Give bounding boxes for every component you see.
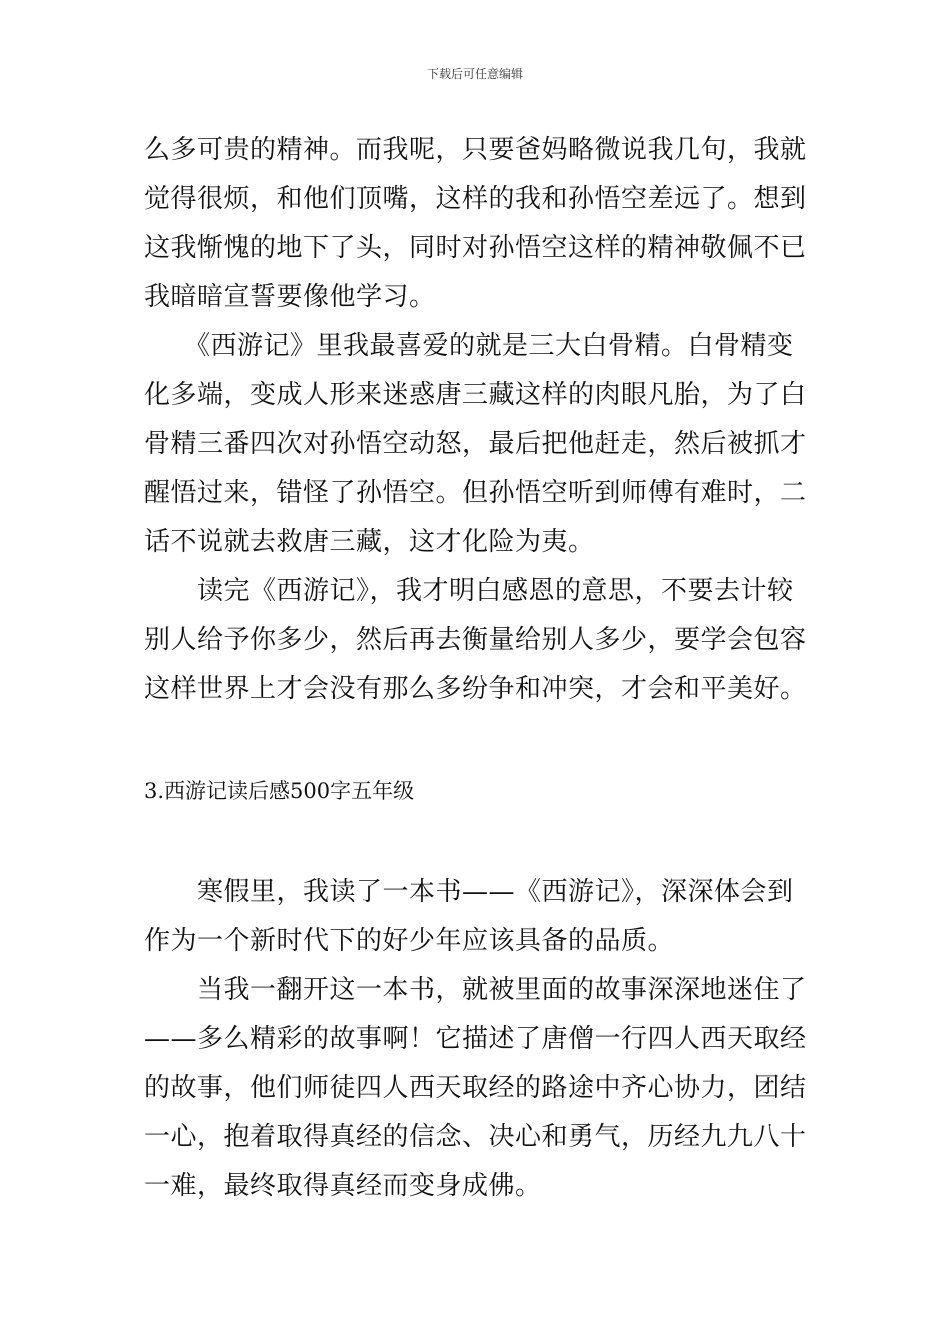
text-line: 骨精三番四次对孙悟空动怒，最后把他赶走，然后被抓才: [144, 429, 807, 459]
document-body: [144, 126, 808, 1211]
text-line: 话不说就去救唐三藏，这才化险为夷。: [144, 527, 595, 557]
text-line: 别人给予你多少，然后再去衡量给别人多少，要学会包容: [144, 625, 807, 655]
text-line: 这样世界上才会没有那么多纷争和冲突，才会和平美好。: [144, 674, 807, 704]
text-line: 觉得很烦，和他们顶嘴，这样的我和孙悟空差远了。想到: [144, 184, 807, 214]
paragraph: [144, 966, 808, 1211]
section-heading: 3.西游记读后感500字五年级: [144, 779, 415, 803]
paragraph: [144, 567, 808, 714]
text-line: 当我一翻开这一本书，就被里面的故事深深地迷住了: [144, 975, 807, 1005]
paragraph: [144, 868, 808, 966]
text-line: 读完《西游记》，我才明白感恩的意思，不要去计较: [144, 576, 794, 606]
text-line: 《西游记》里我最喜爱的就是三大白骨精。白骨精变: [144, 331, 794, 361]
text-line: 这我惭愧的地下了头，同时对孙悟空这样的精神敬佩不已: [144, 233, 807, 263]
text-line: 寒假里，我读了一本书——《西游记》，深深体会到: [144, 877, 794, 907]
text-line: 的故事，他们师徒四人西天取经的路途中齐心协力，团结: [144, 1073, 807, 1103]
text-line: 作为一个新时代下的好少年应该具备的品质。: [144, 926, 675, 956]
text-line: 醒悟过来，错怪了孙悟空。但孙悟空听到师傅有难时，二: [144, 478, 807, 508]
text-line: 么多可贵的精神。而我呢，只要爸妈略微说我几句，我就: [144, 135, 807, 165]
text-line: 一心，抱着取得真经的信念、决心和勇气，历经九九八十: [144, 1122, 807, 1152]
page-header: 下载后可任意编辑: [426, 67, 523, 81]
text-line: 一难，最终取得真经而变身成佛。: [144, 1171, 542, 1201]
text-line: ——多么精彩的故事啊！它描述了唐僧一行四人西天取经: [144, 1024, 807, 1054]
paragraph: [144, 322, 808, 567]
paragraph: [144, 126, 808, 322]
text-line: 化多端，变成人形来迷惑唐三藏这样的肉眼凡胎，为了白: [144, 380, 807, 410]
text-line: 我暗暗宣誓要像他学习。: [144, 282, 436, 312]
